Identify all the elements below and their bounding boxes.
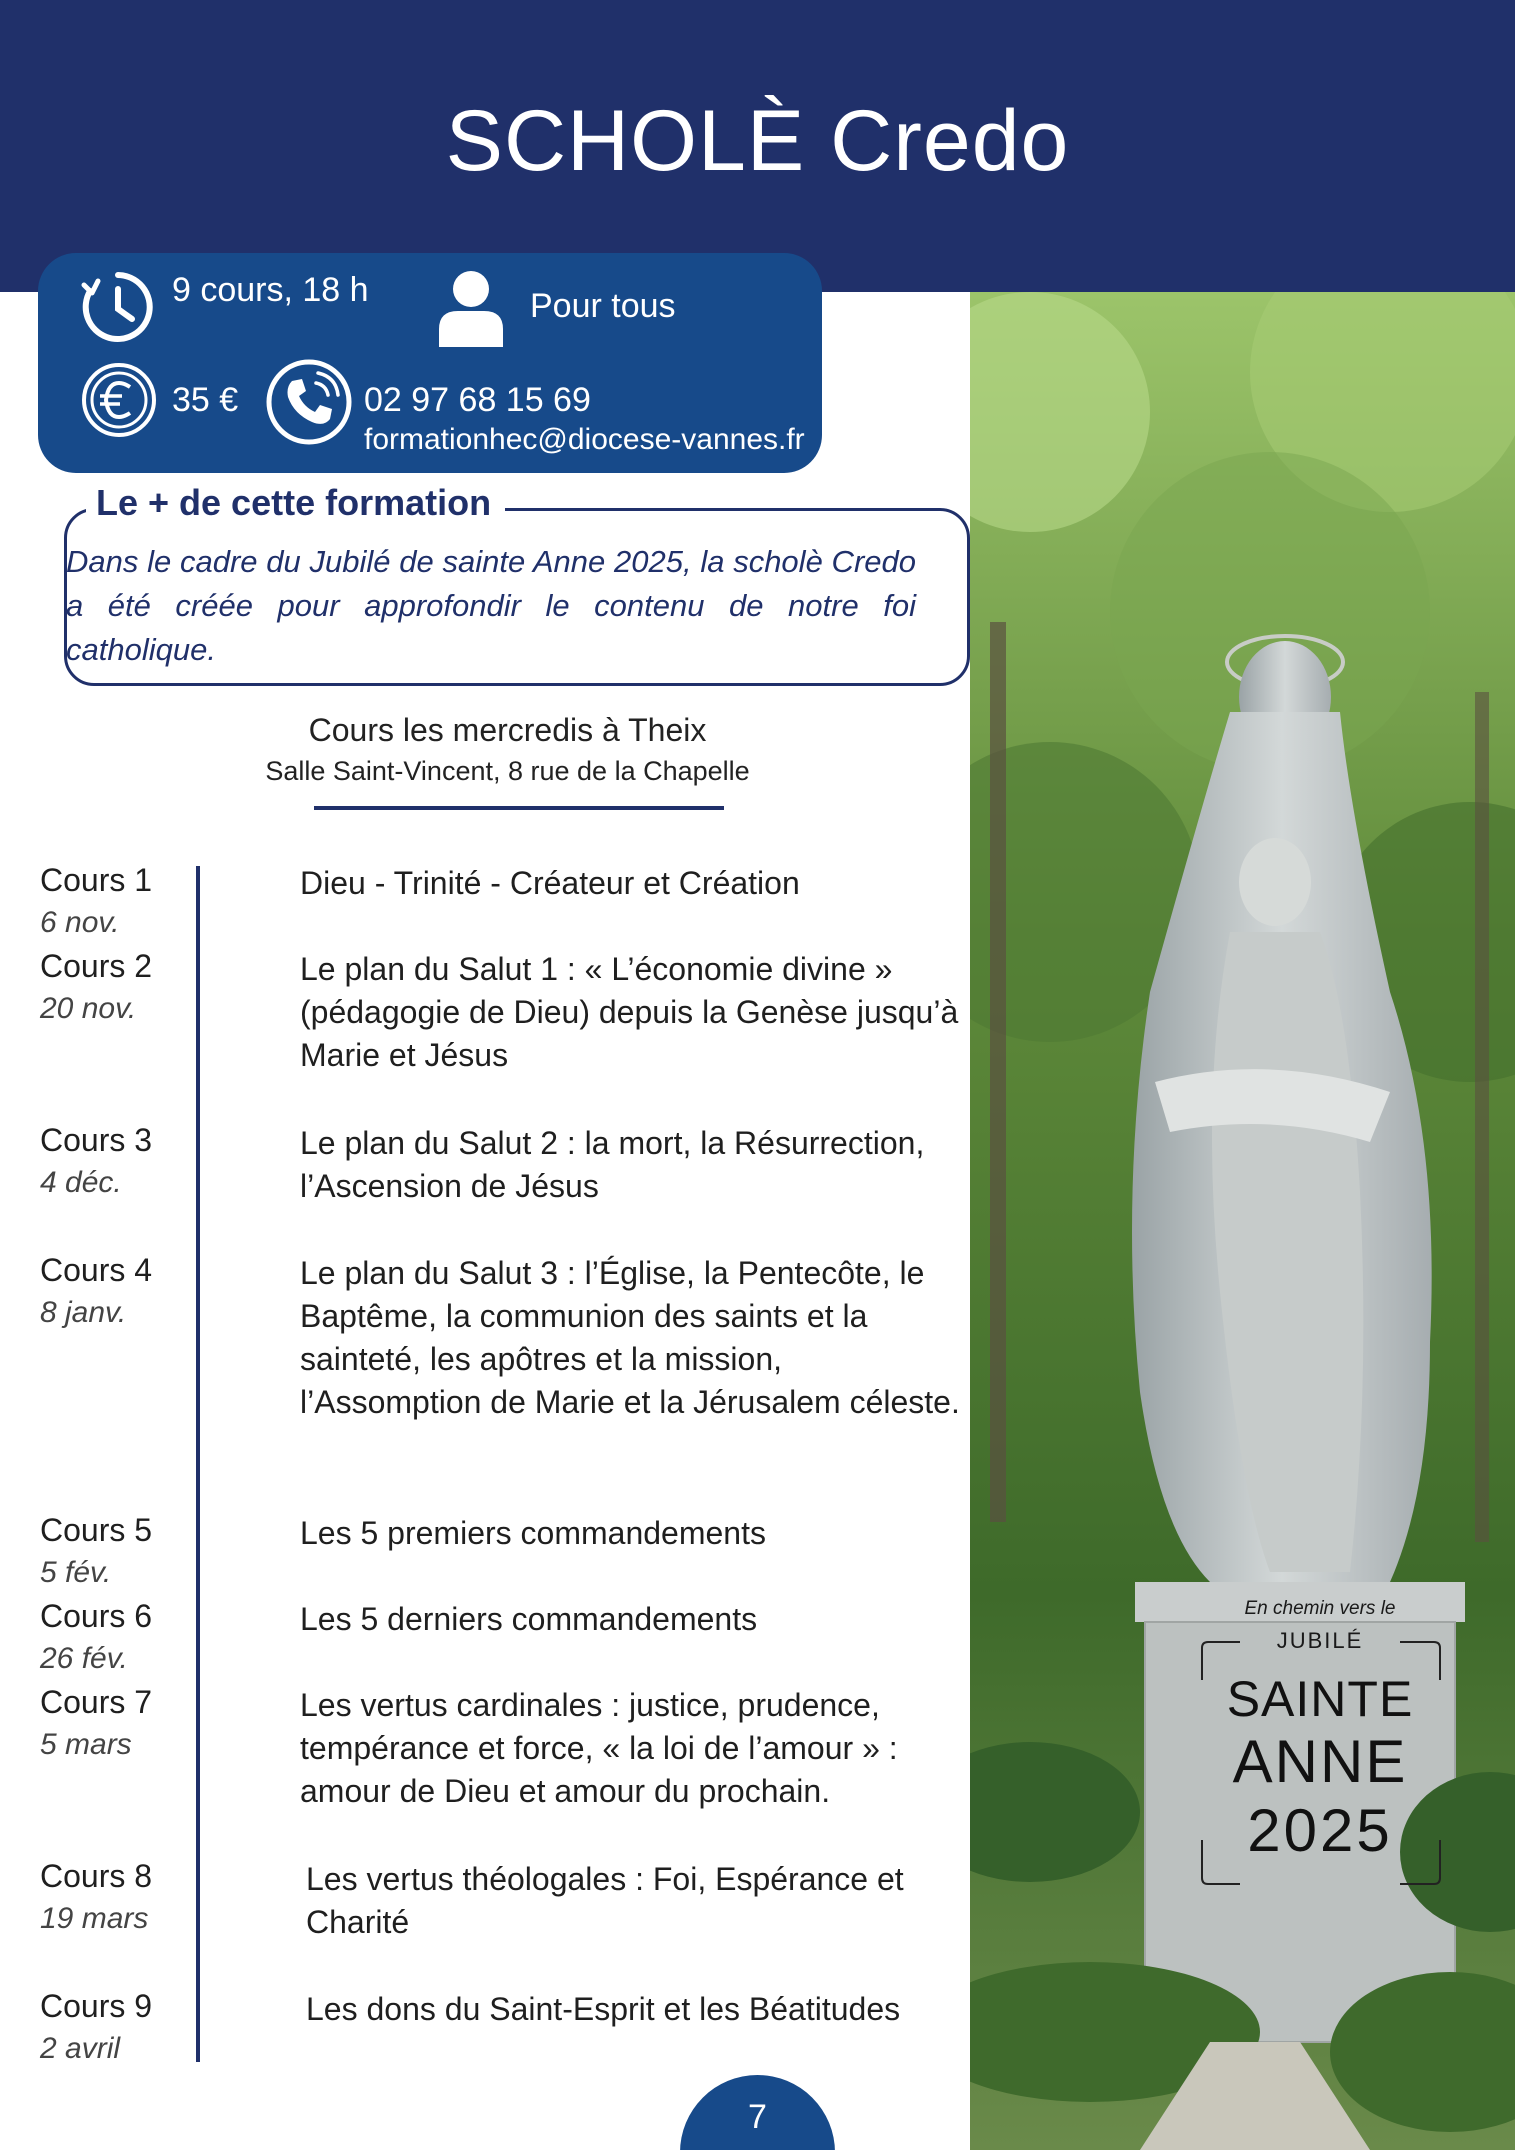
- course-date: 5 fév.: [40, 1556, 112, 1589]
- course-label: Cours 3: [40, 1122, 153, 1158]
- course-date: 8 janv.: [40, 1296, 127, 1329]
- email-link[interactable]: formationhec@diocese-vannes.fr: [364, 423, 805, 456]
- course-date: 5 mars: [40, 1728, 132, 1761]
- highlight-title-wrap: [86, 482, 505, 524]
- course-label: Cours 4: [40, 1252, 153, 1288]
- course-date: 2 avril: [40, 2032, 121, 2065]
- course-description: Les vertus théologales : Foi, Espérance et Charité: [306, 1861, 904, 1940]
- course-description: Les vertus cardinales : justice, prudence, tempérance et force, « la loi de l’amour » : amour de Dieu et amour du prochain.: [300, 1687, 898, 1809]
- euro-icon: [80, 361, 158, 439]
- location-address: Salle Saint-Vincent, 8 rue de la Chapelle: [265, 756, 750, 786]
- course-date: 6 nov.: [40, 906, 120, 939]
- info-box: [38, 253, 822, 473]
- course-description: Le plan du Salut 1 : « L’économie divine » (pédagogie de Dieu) depuis la Genèse jusqu’à Marie et Jésus: [300, 951, 959, 1073]
- highlight-text: Dans le cadre du Jubilé de sainte Anne 2025, la scholè Credo a été créée pour approfondir le contenu de notre foi catholique.: [66, 544, 916, 667]
- course-date: 26 fév.: [40, 1642, 128, 1675]
- highlight-title: Le + de cette formation: [96, 482, 492, 523]
- phone-icon: [264, 357, 354, 447]
- jubilee-tagline: En chemin vers le: [1244, 1598, 1396, 1619]
- page-title: SCHOLÈ Credo: [445, 93, 1070, 189]
- course-date: 20 nov.: [40, 992, 137, 1025]
- audience-text: Pour tous: [530, 287, 676, 325]
- person-icon: [436, 269, 506, 349]
- clock-icon: [78, 267, 158, 347]
- course-description: Les dons du Saint-Esprit et les Béatitudes: [306, 1991, 901, 2027]
- location-day: Cours les mercredis à Theix: [308, 712, 707, 748]
- course-label: Cours 1: [40, 862, 153, 898]
- course-description: Les 5 derniers commandements: [300, 1601, 758, 1637]
- jubilee-year: 2025: [1247, 1797, 1393, 1864]
- jubilee-word: JUBILÉ: [1276, 1628, 1364, 1653]
- course-label: Cours 8: [40, 1858, 153, 1894]
- course-label: Cours 9: [40, 1988, 153, 2024]
- course-description: Dieu - Trinité - Créateur et Création: [300, 865, 800, 901]
- jubilee-anne: ANNE: [1232, 1728, 1408, 1795]
- course-description: Le plan du Salut 2 : la mort, la Résurrection, l’Ascension de Jésus: [300, 1125, 925, 1204]
- course-description: Les 5 premiers commandements: [300, 1515, 766, 1551]
- price-text: 35 €: [172, 381, 239, 419]
- page-number: 7: [748, 2098, 767, 2136]
- location-divider: [314, 806, 724, 810]
- course-date: 19 mars: [40, 1902, 149, 1935]
- duration-text: 9 cours, 18 h: [172, 271, 369, 309]
- course-label: Cours 7: [40, 1684, 153, 1720]
- course-label: Cours 6: [40, 1598, 153, 1634]
- jubilee-sainte: SAINTE: [1226, 1671, 1414, 1727]
- phone-text: 02 97 68 15 69: [364, 381, 591, 419]
- timeline-line: [196, 866, 200, 2062]
- course-description: Le plan du Salut 3 : l’Église, la Pentecôte, le Baptême, la communion des saints et la sainteté, les apôtres et la mission, l’Assomption de Marie et la Jérusalem céleste.: [300, 1255, 960, 1420]
- course-label: Cours 5: [40, 1512, 153, 1548]
- course-date: 4 déc.: [40, 1166, 122, 1199]
- course-label: Cours 2: [40, 948, 153, 984]
